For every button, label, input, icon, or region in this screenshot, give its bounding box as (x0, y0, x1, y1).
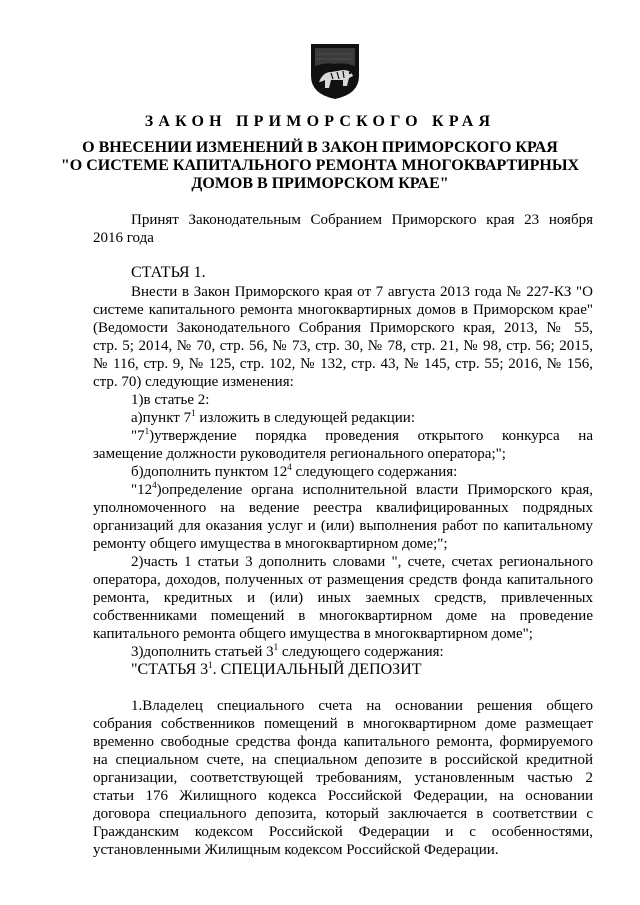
article-1-intro: Внести в Закон Приморского края от 7 августа 2013 года № 227-КЗ "О системе капитального ремонта многоквартирных домов в Приморском крае" (Ведомости Законодательного Собрания Приморского края, 2013, № 55, стр. 5; 2014, № 70, стр. 56, № 73, стр. 30, № 78, стр. 21, № 98, стр. 56; 2015, № 116, стр. 9, № 125, стр. 102, № 132, стр. 43, № 145, стр. 55; 2016, № 156, стр. 70) следующие изменения: (93, 284, 593, 390)
amendment-title-line: "О СИСТЕМЕ КАПИТАЛЬНОГО РЕМОНТА МНОГОКВАРТИРНЫХ (60, 157, 580, 174)
new-article-paragraph-1: 1.Владелец специального счета на основании решения общего собрания собственников помещений в многоквартирном доме размещает временно свободные средства фонда капитального ремонта, формируемого на специальном счете, на специальном депозите в российской кредитной организации, соответствующей требованиям, установленным частью 2 статьи 176 Жилищного кодекса Российской Федерации, на основании договора специального депозита, который заключается в соответствии с Гражданским кодексом Российской Федерации и с особенностями, установленными Жилищным кодексом Российской Федерации. (93, 698, 593, 858)
item-1a: а)пункт $7^1$ изложить в следующей редакции: (131, 408, 416, 426)
item-1b: б)дополнить пунктом $12^4$ следующего содержания: (131, 462, 458, 480)
new-article-heading: "СТАТЬЯ $3^1$. СПЕЦИАЛЬНЫЙ ДЕПОЗИТ (131, 660, 422, 678)
coat-of-arms-emblem (309, 42, 361, 100)
adoption-statement: Принят Законодательным Собранием Приморского края 23 ноября 2016 года (93, 212, 593, 246)
amendment-title (0, 139, 640, 193)
item-3: 3)дополнить статьей $3^1$ следующего содержания: (131, 642, 444, 660)
amendment-title-line: О ВНЕСЕНИИ ИЗМЕНЕНИЙ В ЗАКОН ПРИМОРСКОГО КРАЯ (82, 139, 558, 156)
amendment-title-line: ДОМОВ В ПРИМОРСКОМ КРАЕ" (191, 175, 449, 192)
law-title: ЗАКОН ПРИМОРСКОГО КРАЯ (144, 113, 496, 130)
quote-point-7-1: "$7^1)утверждение$ порядка проведения открытого конкурса на замещение должности руководителя регионального оператора;"; (93, 426, 593, 462)
item-2: 2)часть 1 статьи 3 дополнить словами ", счете, счетах регионального оператора, доходов, полученных от размещения средств фонда капитального ремонта, кредитных и (или) иных заемных средств, привлеченных собственниками помещений в многоквартирном доме на проведение капитального ремонта общего имущества в многоквартирном доме"; (93, 554, 593, 642)
item-1: 1)в статье 2: (131, 392, 210, 408)
quote-point-12-4: "$12^4)определение$ органа исполнительной власти Приморского края, уполномоченного на ведение реестра квалифицированных подрядных организаций для оказания услуг и (или) выполнения работ по капитальному ремонту общего имущества в многоквартирном доме;"; (93, 480, 593, 552)
article-1-heading: СТАТЬЯ 1. (131, 264, 206, 281)
